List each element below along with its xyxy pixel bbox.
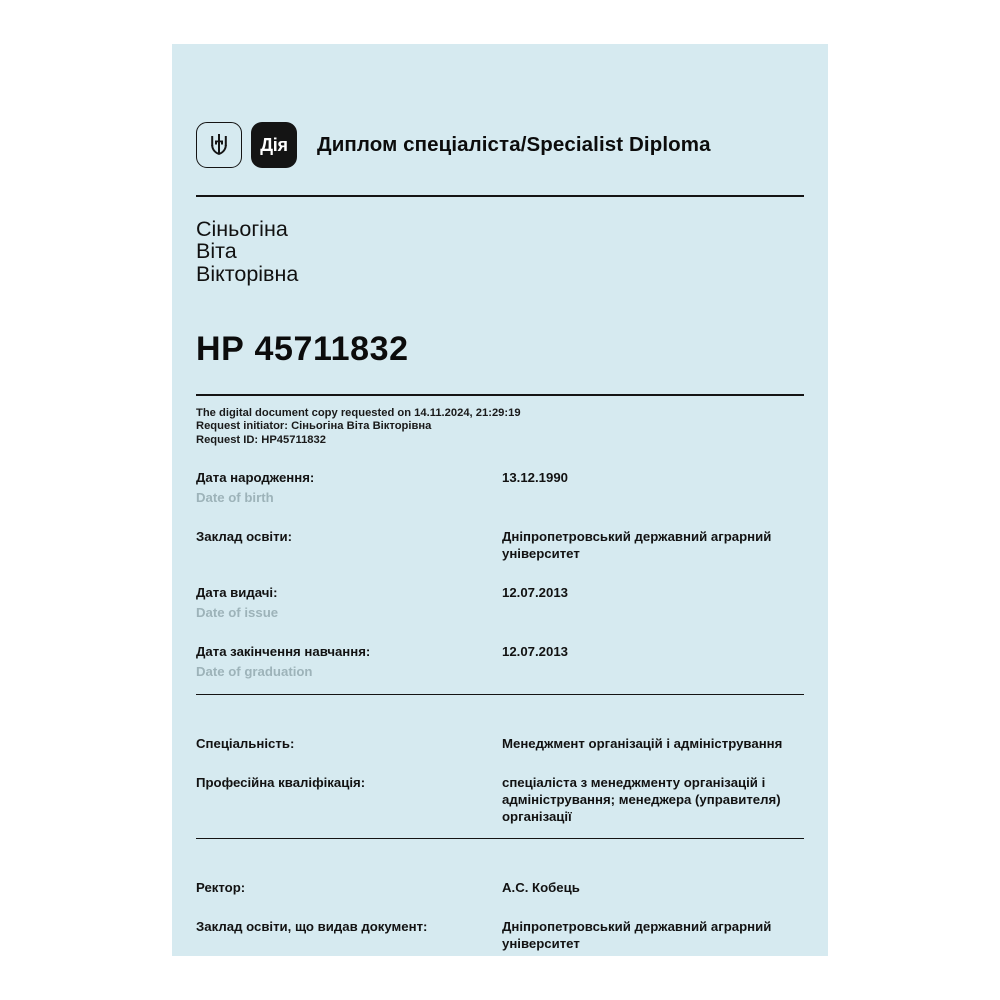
document-title: Диплом спеціаліста/Specialist Diploma	[317, 133, 711, 156]
holder-name-line-1: Сіньогіна	[196, 216, 288, 241]
field-label-uk: Заклад освіти, що видав документ:	[196, 919, 428, 935]
field-label	[196, 918, 502, 935]
field-value: Дніпропетровський державний аграрний університет	[502, 919, 772, 952]
field-row	[196, 879, 804, 896]
field-label-en: Date of issue	[196, 604, 279, 620]
document-number: НР 45711832	[196, 330, 409, 369]
field-label	[196, 469, 502, 506]
document-page	[172, 44, 828, 956]
divider-section-1	[196, 694, 804, 695]
field-label	[196, 643, 502, 680]
request-info-line-1: The digital document copy requested on 14.11.2024, 21:29:19	[196, 406, 521, 419]
field-label	[196, 879, 502, 896]
fields-section-issuer	[196, 861, 804, 952]
request-info	[196, 407, 804, 447]
field-value: 12.07.2013	[502, 643, 569, 659]
fields-section-personal	[196, 469, 804, 680]
field-value: А.С. Кобець	[502, 880, 580, 896]
field-label-en: Date of graduation	[196, 663, 313, 679]
holder-name-line-3: Вікторівна	[196, 261, 299, 286]
field-label	[196, 528, 502, 545]
divider-number	[196, 394, 804, 396]
request-info-line-2: Request initiator: Сіньогіна Віта Вікторівна	[196, 420, 432, 433]
divider-header	[196, 195, 804, 197]
field-row	[196, 918, 804, 952]
field-value: 12.07.2013	[502, 584, 569, 600]
field-label-uk: Дата народження:	[196, 469, 315, 485]
document-header	[196, 122, 804, 168]
field-label-uk: Спеціальність:	[196, 736, 295, 752]
field-row	[196, 643, 804, 680]
holder-name-line-2: Віта	[196, 239, 237, 264]
field-row	[196, 584, 804, 621]
field-value: Дніпропетровський державний аграрний університет	[502, 528, 772, 561]
field-label-uk: Ректор:	[196, 880, 246, 896]
field-label	[196, 774, 502, 791]
diia-logo-label: Дія	[260, 134, 288, 155]
field-row	[196, 735, 804, 752]
ukraine-trident-icon	[196, 122, 242, 168]
field-label	[196, 584, 502, 621]
field-label-uk: Дата закінчення навчання:	[196, 643, 371, 659]
field-row	[196, 774, 804, 825]
field-value: Менеджмент організацій і адміністрування	[502, 736, 783, 752]
fields-section-specialty	[196, 717, 804, 825]
field-label-uk: Заклад освіти:	[196, 528, 293, 544]
field-label-en: Date of birth	[196, 489, 274, 505]
divider-section-2	[196, 838, 804, 839]
field-row	[196, 528, 804, 562]
field-value: спеціаліста з менеджменту організацій і адміністрування; менеджера (управителя) організації	[502, 775, 781, 825]
field-label-uk: Професійна кваліфікація:	[196, 775, 366, 791]
field-label	[196, 735, 502, 752]
field-value: 13.12.1990	[502, 469, 569, 485]
field-label-uk: Дата видачі:	[196, 584, 278, 600]
diia-logo	[251, 122, 297, 168]
request-info-line-3: Request ID: HP45711832	[196, 433, 326, 446]
holder-name	[196, 218, 804, 286]
field-row	[196, 469, 804, 506]
